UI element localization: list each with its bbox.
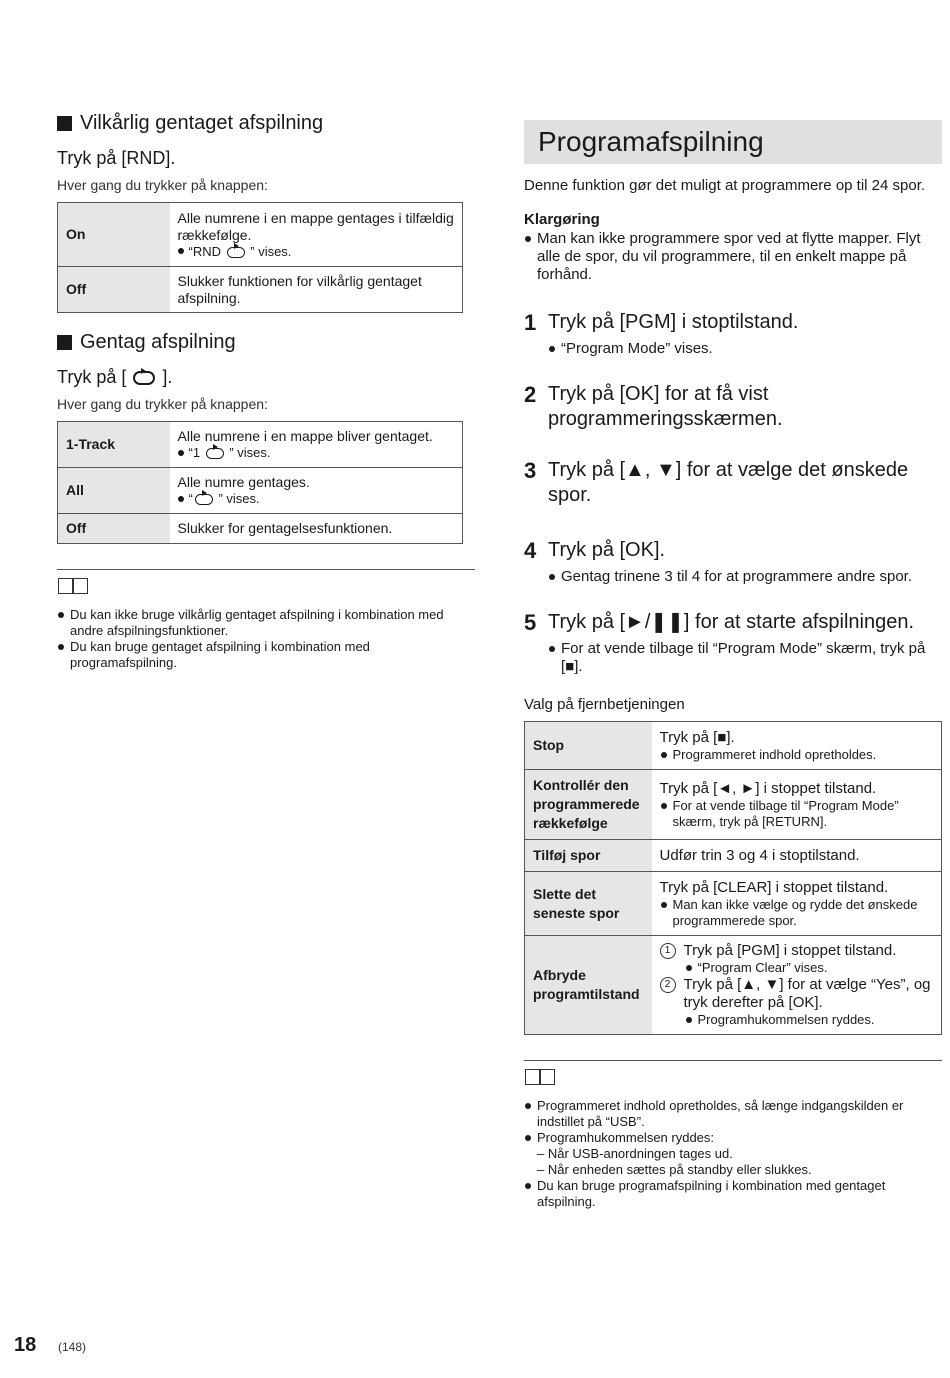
option-key: Stop (525, 722, 652, 770)
step-3: 3 Tryk på [▲, ▼] for at vælge det ønskede spor. (524, 458, 909, 506)
option-desc: Tryk på [◄, ►] i stoppet tilstand. For at vende tilbage til “Program Mode” skærm, tryk på [RETURN]. (652, 770, 942, 840)
repeat-icon (133, 371, 155, 385)
step-number-icon: 2 (660, 977, 676, 993)
table-row (58, 514, 463, 544)
random-press-instruction: Tryk på [RND]. (57, 148, 176, 168)
table-row (525, 722, 942, 770)
table-row (58, 468, 463, 514)
table-row (525, 936, 942, 1035)
left-column (57, 110, 475, 671)
repeat-icon (195, 494, 213, 505)
note-item: Du kan bruge gentaget afspilning i kombination med programafspilning. (57, 639, 475, 671)
table-row (525, 872, 942, 936)
page-number: 18 (14, 1334, 37, 1356)
option-key: Afbryde programtilstand (525, 936, 652, 1035)
option-key: 1-Track (58, 422, 170, 468)
repeat-icon (206, 448, 224, 459)
bullet-icon (178, 450, 184, 456)
option-desc: Alle numrene i en mappe gentages i tilfældig rækkefølge. “RND ” vises. (177, 209, 454, 259)
note-item: Du kan ikke bruge vilkårlig gentaget afspilning i kombination med andre afspilningsfunktioner. (57, 607, 475, 639)
repeat-heading: Gentag afspilning (57, 329, 475, 355)
right-notes (524, 1060, 942, 1210)
option-desc: Alle numrene i en mappe bliver gentaget. “1 ” vises. (177, 428, 433, 460)
option-key: On (58, 203, 170, 267)
option-key: Off (58, 267, 170, 313)
random-repeat-heading: Vilkårlig gentaget afspilning (57, 110, 475, 136)
prep-item: Man kan ikke programmere spor ved at flytte mapper. Flyt alle de spor, du vil programmere, til en enkelt mappe på forhånd. (524, 230, 942, 284)
step-4: 4 Tryk på [OK]. Gentag trinene 3 til 4 for at programmere andre spor. (524, 538, 942, 586)
option-desc: Alle numre gentages. “ ” vises. (170, 468, 463, 514)
bullet-icon (178, 496, 184, 502)
page-title: Programafspilning (524, 120, 942, 164)
step-number-icon: 1 (660, 943, 676, 959)
step-1: 1 Tryk på [PGM] i stoptilstand. “Program Mode” vises. (524, 310, 942, 358)
option-desc: Slukker funktionen for vilkårlig gentaget afspilning. (170, 267, 463, 313)
left-notes (57, 569, 475, 671)
remote-label: Valg på fjernbetjeningen (524, 696, 685, 713)
page-reference: (148) (58, 1340, 87, 1354)
repeat-icon (227, 247, 245, 258)
table-row (525, 840, 942, 872)
option-desc: Tryk på [CLEAR] i stoppet tilstand. Man kan ikke vælge og rydde det ønskede programmerede spor. (652, 872, 942, 936)
table-row (58, 422, 463, 468)
repeat-options-table (57, 421, 463, 544)
random-options-table (57, 202, 463, 313)
remote-options-table (524, 721, 942, 1035)
option-desc: Slukker for gentagelsesfunktionen. (170, 514, 463, 544)
table-row (58, 203, 463, 267)
option-key: All (58, 468, 170, 514)
note-item: Programhukommelsen ryddes: (524, 1130, 942, 1146)
option-desc: Udfør trin 3 og 4 i stoptilstand. (652, 840, 942, 872)
note-subitem: – Når USB-anordningen tages ud. (537, 1146, 733, 1161)
note-book-icon (524, 1069, 556, 1085)
square-bullet-icon (57, 116, 72, 131)
random-every-label: Hver gang du trykker på knappen: (57, 177, 268, 193)
step-5: 5 Tryk på [►/❚❚] for at starte afspilningen. For at vende tilbage til “Program Mode” skærm, tryk på [■]. (524, 610, 942, 676)
option-key: Slette det seneste spor (525, 872, 652, 936)
repeat-press-instruction: Tryk på [ ]. (57, 367, 173, 387)
option-desc: Tryk på [■]. Programmeret indhold opretholdes. (652, 722, 942, 770)
table-row (58, 267, 463, 313)
note-book-icon (57, 578, 89, 594)
option-key: Off (58, 514, 170, 544)
note-item: Programmeret indhold opretholdes, så længe indgangskilden er indstillet på “USB”. (524, 1098, 942, 1130)
prep-heading: Klargøring (524, 211, 600, 228)
option-desc: 1 Tryk på [PGM] i stoppet tilstand. “Program Clear” vises. 2 Tryk på [▲, ▼] for at vælge “Yes”, og tryk derefter på [OK]. Programhukommelsen ryddes. (652, 936, 942, 1035)
note-item: Du kan bruge programafspilning i kombination med gentaget afspilning. (524, 1178, 942, 1210)
step-2: 2 Tryk på [OK] for at få vist programmeringsskærmen. (524, 382, 783, 430)
option-key: Kontrollér den programmerede rækkefølge (525, 770, 652, 840)
square-bullet-icon (57, 335, 72, 350)
note-subitem: – Når enheden sættes på standby eller slukkes. (537, 1162, 812, 1177)
table-row (525, 770, 942, 840)
option-key: Tilføj spor (525, 840, 652, 872)
intro-text: Denne funktion gør det muligt at programmere op til 24 spor. (524, 177, 926, 194)
repeat-every-label: Hver gang du trykker på knappen: (57, 396, 268, 412)
right-column (524, 120, 942, 1210)
bullet-icon (178, 248, 184, 254)
